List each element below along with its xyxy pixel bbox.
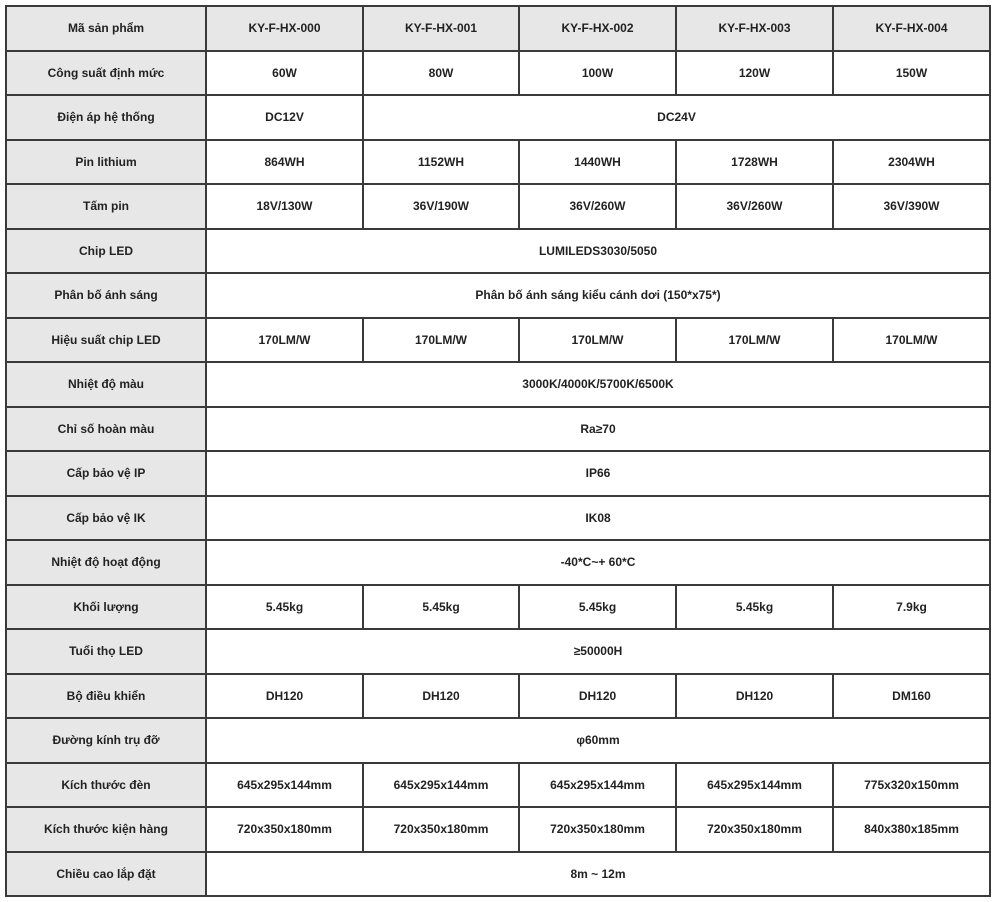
table-cell: 5.45kg (519, 585, 676, 630)
table-row-led-lifespan (6, 629, 990, 674)
model-header: KY-F-HX-004 (833, 6, 990, 51)
table-cell: 645x295x144mm (519, 763, 676, 808)
row-label: Kích thước kiện hàng (6, 807, 206, 852)
table-row-chip-efficiency (6, 318, 990, 363)
model-header: KY-F-HX-000 (206, 6, 363, 51)
table-cell: 720x350x180mm (206, 807, 363, 852)
table-cell: 170LM/W (363, 318, 519, 363)
row-label: Đường kính trụ đỡ (6, 718, 206, 763)
table-row-light-distribution (6, 273, 990, 318)
row-label: Công suất định mức (6, 51, 206, 96)
table-cell: 720x350x180mm (676, 807, 833, 852)
table-cell: 5.45kg (206, 585, 363, 630)
row-label: Hiệu suất chip LED (6, 318, 206, 363)
table-cell: DC12V (206, 95, 363, 140)
model-header: KY-F-HX-002 (519, 6, 676, 51)
table-cell: 36V/260W (676, 184, 833, 229)
table-cell-merged: DC24V (363, 95, 990, 140)
table-cell-merged: Ra≥70 (206, 407, 990, 452)
table-cell-merged: ≥50000H (206, 629, 990, 674)
table-cell: 36V/190W (363, 184, 519, 229)
table-row-operating-temp (6, 540, 990, 585)
table-cell: 720x350x180mm (363, 807, 519, 852)
table-row-pole-diameter (6, 718, 990, 763)
table-row-color-temp (6, 362, 990, 407)
table-row-panel (6, 184, 990, 229)
table-cell: 1728WH (676, 140, 833, 185)
table-cell: DH120 (206, 674, 363, 719)
table-cell: 36V/260W (519, 184, 676, 229)
row-label: Chiều cao lắp đặt (6, 852, 206, 897)
table-cell: 170LM/W (206, 318, 363, 363)
table-cell: 60W (206, 51, 363, 96)
table-row-voltage (6, 95, 990, 140)
table-row-ip-rating (6, 451, 990, 496)
table-cell-merged: LUMILEDS3030/5050 (206, 229, 990, 274)
table-cell-merged: 8m ~ 12m (206, 852, 990, 897)
table-row-package-size (6, 807, 990, 852)
table-cell-merged: 3000K/4000K/5700K/6500K (206, 362, 990, 407)
table-row-ik-rating (6, 496, 990, 541)
table-row-controller (6, 674, 990, 719)
table-cell: 36V/390W (833, 184, 990, 229)
row-label: Tuổi thọ LED (6, 629, 206, 674)
table-cell: 864WH (206, 140, 363, 185)
spec-table-container (5, 5, 991, 897)
table-cell: 170LM/W (833, 318, 990, 363)
row-label: Nhiệt độ màu (6, 362, 206, 407)
row-label: Khối lượng (6, 585, 206, 630)
table-row-lamp-size (6, 763, 990, 808)
row-label: Pin lithium (6, 140, 206, 185)
row-label: Phân bố ánh sáng (6, 273, 206, 318)
table-cell: 7.9kg (833, 585, 990, 630)
table-row-cri (6, 407, 990, 452)
row-label: Tấm pin (6, 184, 206, 229)
row-label: Cấp bảo vệ IK (6, 496, 206, 541)
table-cell-merged: φ60mm (206, 718, 990, 763)
table-cell: DH120 (519, 674, 676, 719)
row-label: Mã sản phẩm (6, 6, 206, 51)
table-cell: DH120 (363, 674, 519, 719)
row-label: Nhiệt độ hoạt động (6, 540, 206, 585)
row-label: Cấp bảo vệ IP (6, 451, 206, 496)
model-header: KY-F-HX-001 (363, 6, 519, 51)
row-label: Điện áp hệ thống (6, 95, 206, 140)
table-cell: 170LM/W (519, 318, 676, 363)
table-row-install-height (6, 852, 990, 897)
table-row-battery (6, 140, 990, 185)
spec-table (5, 5, 991, 897)
table-cell: DH120 (676, 674, 833, 719)
table-cell: 100W (519, 51, 676, 96)
row-label: Chỉ số hoàn màu (6, 407, 206, 452)
table-cell: 150W (833, 51, 990, 96)
table-row-power (6, 51, 990, 96)
table-cell-merged: Phân bố ánh sáng kiểu cánh dơi (150*x75*) (206, 273, 990, 318)
table-cell-merged: IP66 (206, 451, 990, 496)
table-cell: 645x295x144mm (676, 763, 833, 808)
table-cell-merged: -40*C~+ 60*C (206, 540, 990, 585)
table-cell: 170LM/W (676, 318, 833, 363)
table-cell: 1152WH (363, 140, 519, 185)
table-cell: 5.45kg (676, 585, 833, 630)
row-label: Bộ điều khiển (6, 674, 206, 719)
table-cell: 775x320x150mm (833, 763, 990, 808)
table-row-header (6, 6, 990, 51)
table-cell: 645x295x144mm (363, 763, 519, 808)
table-row-weight (6, 585, 990, 630)
table-cell-merged: IK08 (206, 496, 990, 541)
table-cell: 645x295x144mm (206, 763, 363, 808)
table-cell: 840x380x185mm (833, 807, 990, 852)
table-cell: 80W (363, 51, 519, 96)
table-cell: 1440WH (519, 140, 676, 185)
table-cell: 5.45kg (363, 585, 519, 630)
row-label: Chip LED (6, 229, 206, 274)
row-label: Kích thước đèn (6, 763, 206, 808)
table-cell: 18V/130W (206, 184, 363, 229)
table-cell: DM160 (833, 674, 990, 719)
table-cell: 2304WH (833, 140, 990, 185)
table-row-led-chip (6, 229, 990, 274)
model-header: KY-F-HX-003 (676, 6, 833, 51)
table-cell: 720x350x180mm (519, 807, 676, 852)
table-cell: 120W (676, 51, 833, 96)
